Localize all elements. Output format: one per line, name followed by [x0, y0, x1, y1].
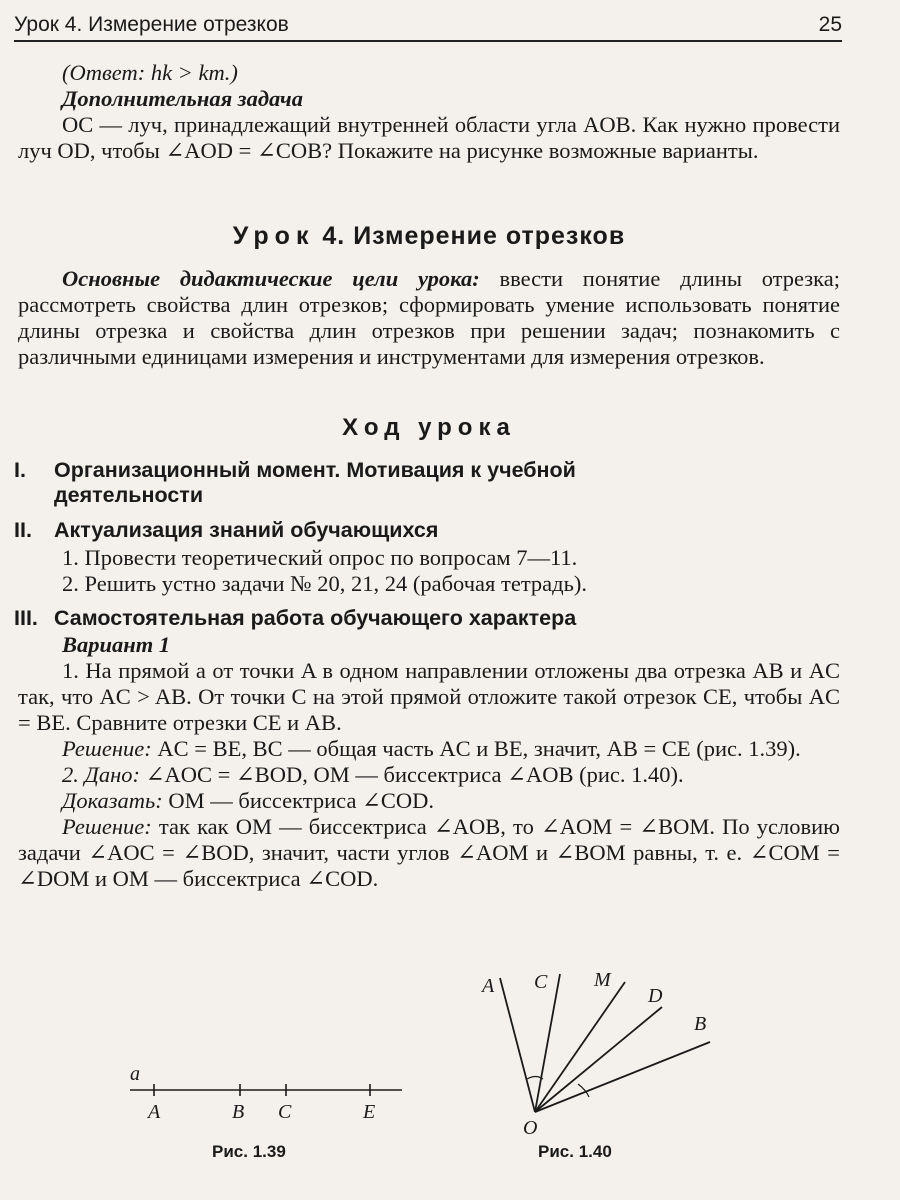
solution-2-text: так как OM — биссектриса ∠AOB, то ∠AOM = ∠BOM. По условию задачи ∠AOC = ∠BOD, значит, части углов ∠AOM и ∠BOM равны, т. е. ∠COM = ∠DOM и OM — биссектриса ∠COD. — [18, 814, 840, 891]
solution-1-text: AC = BE, BC — общая часть AC и BE, значит, AB = CE (рис. 1.39). — [151, 736, 801, 761]
figure-1-39 — [120, 1060, 420, 1130]
page-number: 25 — [818, 13, 842, 36]
lesson-heading — [0, 222, 858, 251]
ray-b-label: B — [694, 1013, 707, 1035]
task-2-given — [18, 762, 840, 788]
course-heading: Ход урока — [342, 414, 516, 441]
task-2-given-text: ∠AOC = ∠BOD, OM — биссектриса ∠AOB (рис. 1.40). — [139, 762, 684, 787]
section-1-title-line2: деятельности — [54, 483, 204, 507]
section-1-heading — [14, 458, 840, 508]
ray-od — [535, 1007, 662, 1112]
lesson-label: Урок — [232, 222, 315, 250]
line-a-label: a — [130, 1063, 140, 1085]
ray-a-label: A — [482, 975, 495, 997]
lesson-title: 4. Измерение отрезков — [322, 222, 626, 250]
extra-task-title: Дополнительная задача — [62, 86, 303, 111]
figure-1-39-caption: Рис. 1.39 — [212, 1142, 286, 1161]
ray-om — [535, 982, 625, 1112]
task-2-prove-text: OM — биссектриса ∠COD. — [162, 788, 435, 813]
figure-1-40-caption: Рис. 1.40 — [538, 1142, 612, 1161]
section-2-title: Актуализация знаний обучающихся — [54, 518, 439, 542]
solution-1 — [18, 736, 840, 762]
running-head-title: Урок 4. Измерение отрезков — [14, 13, 289, 36]
section-2-number: II. — [14, 518, 32, 542]
goals-label: Основные дидактические цели урока: — [62, 266, 480, 291]
ray-c-label: C — [534, 971, 548, 993]
variant-title: Вариант 1 — [62, 632, 171, 657]
solution-2 — [18, 814, 840, 892]
variant-1 — [18, 632, 840, 892]
solution-2-label: Решение: — [62, 814, 152, 839]
section-1-title-line1: Организационный момент. Мотивация к учебной — [54, 458, 576, 482]
lesson-goals — [18, 266, 840, 370]
point-c-label: C — [278, 1101, 292, 1123]
ray-m-label: M — [594, 969, 611, 991]
task-2-prove-label: Доказать: — [62, 788, 163, 813]
vertex-o-label: O — [523, 1117, 538, 1139]
list-item: 1. Провести теоретический опрос по вопросам 7—11. — [62, 545, 578, 570]
point-b-label: B — [232, 1101, 245, 1123]
ray-oa — [500, 978, 535, 1112]
section-3-title: Самостоятельная работа обучающего характера — [54, 606, 577, 630]
solution-1-label: Решение: — [62, 736, 152, 761]
figure-1-40 — [470, 962, 730, 1142]
previous-lesson-ending — [18, 60, 840, 164]
ray-d-label: D — [648, 985, 663, 1007]
ray-ob — [535, 1042, 710, 1112]
list-item: 2. Решить устно задачи № 20, 21, 24 (рабочая тетрадь). — [62, 571, 587, 596]
extra-task-text: OC — луч, принадлежащий внутренней области угла AOB. Как нужно провести луч OD, чтобы ∠AOD = ∠COB? Покажите на рисунке возможные варианты. — [18, 112, 840, 163]
answer-line: (Ответ: hk > km.) — [62, 60, 238, 85]
section-3-heading — [14, 606, 840, 631]
goals-text: ввести понятие длины отрезка; рассмотреть свойства длин отрезков; сформировать умение использовать понятие длины отрезка и свойства длин отрезков при решении задач; познакомить с различными единицами измерения и инструментами для измерения отрезков. — [18, 266, 841, 369]
section-3-number: III. — [14, 606, 38, 630]
section-2-heading — [14, 518, 840, 543]
task-2-given-label: 2. Дано: — [62, 762, 140, 787]
running-head — [14, 10, 842, 42]
point-a-label: A — [148, 1101, 161, 1123]
point-e-label: E — [363, 1101, 376, 1123]
ray-oc — [535, 974, 560, 1112]
task-2-prove — [18, 788, 840, 814]
section-1-number: I. — [14, 458, 26, 482]
section-2-items — [18, 545, 840, 597]
task-1: 1. На прямой a от точки A в одном направлении отложены два отрезка AB и AC так, что AC > AB. От точки C на этой прямой отложите такой отрезок CE, чтобы AC = BE. Сравните отрезки CE и AB. — [18, 658, 840, 735]
